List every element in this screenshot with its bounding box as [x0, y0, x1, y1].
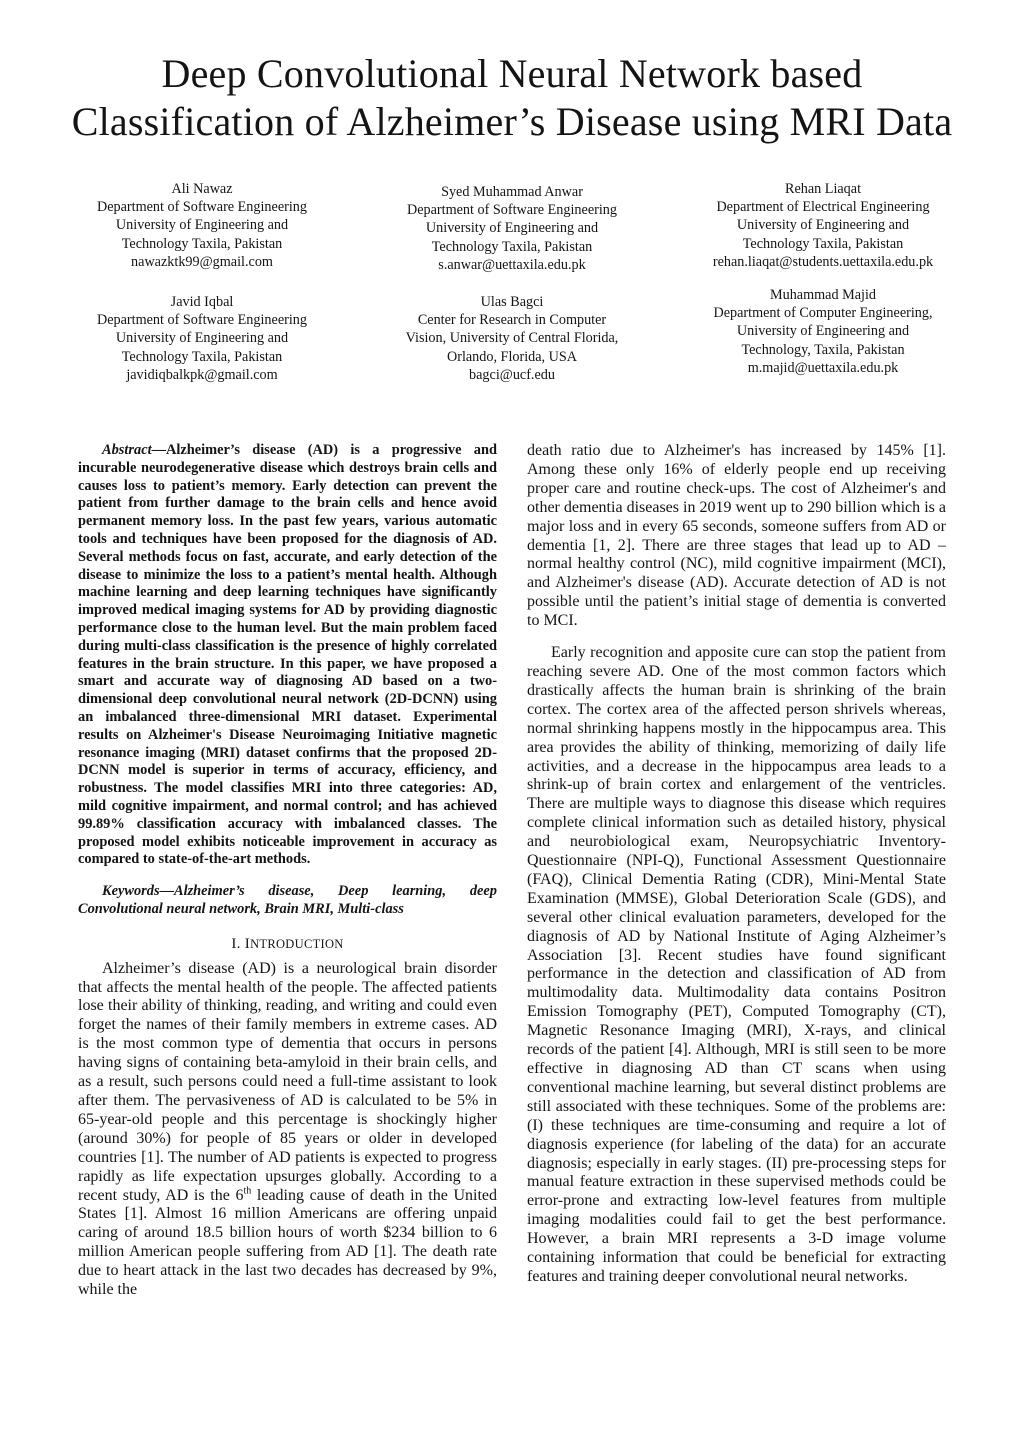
author-affiliation: University of Engineering and	[425, 220, 599, 237]
keywords-label: Keywords	[102, 883, 160, 900]
author-name: Rehan Liaqat	[784, 181, 862, 197]
author-affiliation: Technology Taxila, Pakistan	[431, 238, 593, 255]
author-affiliation: Vision, University of Central Florida,	[405, 330, 619, 347]
author-affiliation: University of Engineering and	[736, 323, 910, 340]
author-block-2	[362, 183, 662, 274]
abstract-label: Abstract	[102, 442, 152, 458]
intro-paragraph-continued: death ratio due to Alzheimer's has increased by 145% [1]. Among these only 16% of elderly people end up receiving proper care and routine check-ups. The cost of Alzheimer's and other dementia diseases in 2019 went up to 290 billion which is a major loss and in every 65 seconds, someone suffers from AD or dementia [1, 2]. There are three stages that lead up to AD –normal healthy control (NC), mild cognitive impairment (MCI), and Alzheimer's disease (AD). Accurate detection of AD is not possible until the patient’s initial stage of dementia is converted to MCI.	[527, 442, 946, 630]
section-heading-introduction: I. INTRODUCTION	[231, 935, 344, 952]
author-affiliation: Department of Computer Engineering,	[713, 305, 933, 322]
title-line-1: Deep Convolutional Neural Network based	[161, 51, 863, 96]
author-name: Syed Muhammad Anwar	[441, 184, 583, 200]
author-affiliation: University of Engineering and	[736, 217, 910, 234]
paper-title	[0, 50, 1024, 146]
author-affiliation: Center for Research in Computer	[417, 312, 607, 329]
author-block-5	[362, 293, 662, 384]
author-affiliation: Technology Taxila, Pakistan	[121, 348, 283, 365]
author-affiliation: Department of Software Engineering	[407, 202, 617, 219]
author-affiliation: Technology Taxila, Pakistan	[742, 235, 904, 252]
title-line-2: Classification of Alzheimer’s Disease using MRI Data	[71, 99, 953, 144]
author-block-4	[52, 293, 352, 384]
abstract-text: —Alzheimer’s disease (AD) is a progressive and incurable neurodegenerative disease which destroys brain cells and causes loss to patient’s memory. Early detection can prevent the patient from further damage to the brain cells and hence avoid permanent memory loss. In the past few years, various automatic tools and techniques have been proposed for the diagnosis of AD. Several methods focus on fast, accurate, and early detection of the disease to minimize the loss to a patient’s mental health. Although machine learning and deep learning techniques have significantly improved medical imaging systems for AD by providing diagnostic performance close to the human level. But the main problem faced during multi-class classification is the presence of highly correlated features in the brain structure. In this paper, we have proposed a smart and accurate way of diagnosing AD based on a two-dimensional deep convolutional neural network (2D-DCNN) using an imbalanced three-dimensional MRI dataset. Experimental results on Alzheimer's Disease Neuroimaging Initiative magnetic resonance imaging (MRI) dataset confirms that the proposed 2D-DCNN model is superior in terms of accuracy, efficiency, and robustness. The model classifies MRI into three categories: AD, mild cognitive impairment, and normal control; and has achieved 99.89% classification accuracy with imbalanced classes. The proposed model exhibits noticeable improvement in accuracy as compared to state-of-the-art methods.	[78, 442, 497, 868]
author-block-3	[673, 180, 973, 271]
intro-paragraph-1: Alzheimer’s disease (AD) is a neurological brain disorder that affects the mental health of the people. The affected patients lose their ability of thinking, reading, and writing and could even forget the names of their family members in extreme cases. AD is the most common type of dementia that occurs in persons having signs of containing beta-amyloid in their brain cells, and as a result, such persons could need a full-time assistant to look after them. The pervasiveness of AD is calculated to be 5% in 65-year-old people and this percentage is shockingly higher (around 30%) for people of 85 years or older in developed countries [1]. The number of AD patients is expected to progress rapidly as life expectation upsurges globally. According to a recent study, AD is the 6th leading cause of death in the United States [1]. Almost 16 million Americans are offering unpaid caring of around 18.5 billion hours of worth $234 billion to 6 million American people suffering from AD [1]. The death rate due to heart attack in the last two decades has decreased by 9%, while the	[78, 959, 498, 1299]
intro-paragraph-2: Early recognition and apposite cure can stop the patient from reaching severe AD. One of the most common factors which drastically affects the human brain is shrinking of the brain cortex. The cortex area of the affected person shrivels whereas, normal shrinking happens mostly in the hippocampus area. This area provides the ability of thinking, memorizing of daily life activities, and a decrease in the hippocampus area leads to a shrink-up of brain cortex and enlargement of the ventricles. There are multiple ways to diagnose this disease which requires complete clinical information such as detailed history, physical and neurobiological exam, Neuropsychiatric Inventory-Questionnaire (NPI-Q), Functional Assessment Questionnaire (FAQ), Clinical Dementia Rating (CDR), Mini-Mental State Examination (MMSE), Global Deterioration Scale (GDS), and several other clinical evaluation parameters, developed for the diagnosis of AD by National Institute of Aging Alzheimer’s Association [3]. Recent studies have found significant performance in the detection and classification of AD from multimodality data. Multimodality data contains Positron Emission Tomography (PET), Computed Tomography (CT), Magnetic Resonance Imaging (MRI), X-rays, and clinical records of the patient [4]. Although, MRI is still seen to be more effective in diagnosing AD than CT scans when using conventional machine learning, but several distinct problems are still associated with these techniques. Some of the problems are: (I) these techniques are time-consuming and require a lot of diagnosis experience (for labeling of the data) for an accurate diagnosis; especially in early stages. (II) pre-processing steps for manual feature extraction in these supervised methods could be error-prone and extracting low-level features from multiple imaging modalities could fail to get the best performance. However, a brain MRI represents a 3-D image volume containing information that could be beneficial for extracting features and training deeper convolutional neural networks.	[527, 644, 946, 1285]
abstract	[78, 442, 497, 869]
author-affiliation: University of Engineering and	[115, 330, 289, 347]
author-block-1	[52, 180, 352, 271]
author-name: Javid Iqbal	[170, 294, 234, 310]
author-email: bagci@ucf.edu	[469, 366, 555, 383]
author-name: Muhammad Majid	[770, 287, 876, 303]
keywords	[78, 883, 497, 919]
left-column	[78, 442, 497, 1300]
author-affiliation: Technology Taxila, Pakistan	[121, 235, 283, 252]
author-block-6	[673, 286, 973, 377]
author-affiliation: Department of Software Engineering	[97, 312, 307, 329]
author-email: rehan.liaqat@students.uettaxila.edu.pk	[712, 253, 934, 270]
author-affiliation: Department of Software Engineering	[97, 199, 307, 216]
author-email: nawazktk99@gmail.com	[131, 253, 273, 270]
author-email: s.anwar@uettaxila.edu.pk	[438, 256, 586, 273]
author-email: m.majid@uettaxila.edu.pk	[747, 359, 899, 376]
author-affiliation: Technology, Taxila, Pakistan	[741, 341, 905, 358]
author-name: Ali Nawaz	[171, 181, 233, 197]
author-email: javidiqbalkpk@gmail.com	[126, 366, 278, 383]
right-column	[527, 442, 946, 1287]
keywords-text: —Alzheimer’s disease, Deep learning, deep Convolutional neural network, Brain MRI, Multi-class	[78, 883, 497, 917]
author-affiliation: Department of Electrical Engineering	[716, 199, 930, 216]
author-affiliation: Orlando, Florida, USA	[446, 348, 578, 365]
author-name: Ulas Bagci	[480, 294, 544, 310]
author-affiliation: University of Engineering and	[115, 217, 289, 234]
